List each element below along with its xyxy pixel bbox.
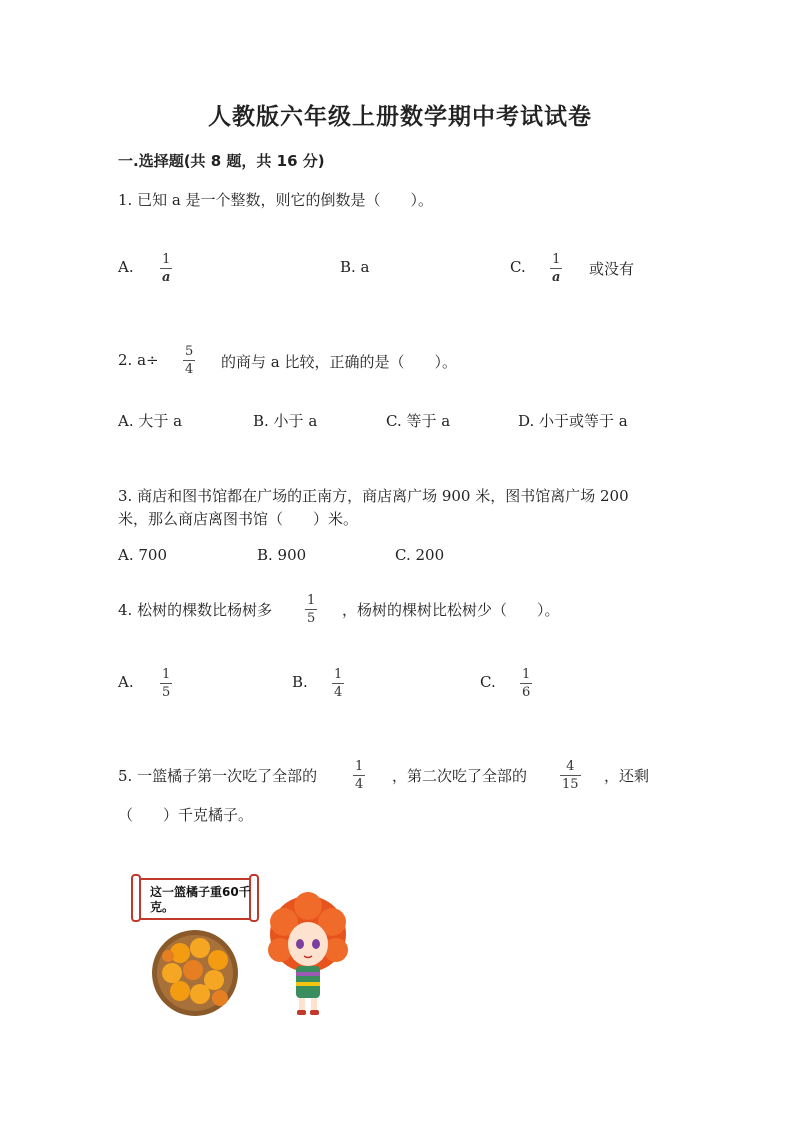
question-5-middle: ，第二次吃了全部的 — [392, 767, 528, 785]
question-3-line-1: 3. 商店和图书馆都在广场的正南方，商店离广场 900 米，图书馆离广场 200 — [118, 487, 629, 505]
q1-option-b: B. a — [340, 258, 370, 276]
fraction-numerator: 1 — [334, 667, 343, 682]
q2-option-a: A. 大于 a — [118, 412, 183, 430]
fraction-bar — [353, 775, 365, 776]
question-5-line-2: （ ）千克橘子。 — [118, 806, 254, 824]
fraction-numerator: 1 — [522, 667, 531, 682]
fraction-denominator: 5 — [162, 685, 171, 700]
scroll-banner-text: 这一篮橘子重60千克。 — [150, 885, 251, 914]
question-3-line-2: 米，那么商店离图书馆（ ）米。 — [118, 510, 359, 528]
q4-fraction — [305, 593, 317, 626]
q5-fraction-1 — [353, 759, 365, 792]
q2-fraction — [183, 344, 195, 377]
question-2-suffix: 的商与 a 比较，正确的是（ ）。 — [221, 353, 457, 371]
fraction-bar — [183, 360, 195, 361]
fraction-numerator: 1 — [355, 759, 364, 774]
fraction-denominator: a — [162, 270, 171, 285]
question-5-prefix: 5. 一篮橘子第一次吃了全部的 — [118, 767, 318, 785]
fraction-bar — [305, 609, 317, 610]
question-1-text: 1. 已知 a 是一个整数，则它的倒数是（ ）。 — [118, 191, 434, 209]
fraction-bar — [332, 683, 344, 684]
q2-option-d: D. 小于或等于 a — [518, 412, 628, 430]
fraction-numerator: 1 — [307, 593, 316, 608]
fraction-denominator: 15 — [562, 777, 579, 792]
question-2-prefix: 2. a÷ — [118, 351, 159, 369]
q3-option-b: B. 900 — [257, 546, 307, 564]
page-title: 人教版六年级上册数学期中考试试卷 — [208, 103, 592, 130]
fraction-bar — [160, 268, 172, 269]
q2-option-b: B. 小于 a — [253, 412, 318, 430]
fraction-numerator: 1 — [162, 252, 171, 267]
fraction-denominator: 4 — [185, 362, 194, 377]
q3-option-c: C. 200 — [395, 546, 445, 564]
fraction-bar — [560, 775, 581, 776]
section-heading: 一.选择题(共 8 题，共 16 分) — [118, 152, 325, 170]
fraction-denominator: a — [552, 270, 561, 285]
q1-option-c-fraction — [550, 252, 562, 285]
question-5-suffix: ，还剩 — [604, 767, 650, 785]
fraction-numerator: 4 — [566, 759, 575, 774]
q1-option-c-label: C. — [510, 258, 526, 276]
question-4-suffix: ，杨树的棵树比松树少（ ）。 — [342, 601, 560, 619]
q4-option-a-label: A. — [118, 673, 134, 691]
q3-option-a: A. 700 — [118, 546, 167, 564]
fraction-numerator: 1 — [552, 252, 561, 267]
q1-option-c-suffix: 或没有 — [589, 260, 635, 278]
q4-option-a-fraction — [160, 667, 172, 700]
q1-option-a-label: A. — [118, 258, 134, 276]
fraction-bar — [550, 268, 562, 269]
q2-option-c: C. 等于 a — [386, 412, 451, 430]
q4-option-c-label: C. — [480, 673, 496, 691]
fraction-denominator: 5 — [307, 611, 316, 626]
question-4-prefix: 4. 松树的棵数比杨树多 — [118, 601, 273, 619]
fraction-numerator: 1 — [162, 667, 171, 682]
cartoon-girl-illustration — [262, 892, 354, 1016]
fraction-denominator: 6 — [522, 685, 531, 700]
fraction-denominator: 4 — [334, 685, 343, 700]
q4-option-b-label: B. — [292, 673, 308, 691]
fraction-numerator: 5 — [185, 344, 194, 359]
q5-fraction-2 — [560, 759, 581, 792]
orange-basket-illustration — [150, 928, 240, 1018]
q4-option-b-fraction — [332, 667, 344, 700]
q1-option-a-fraction — [160, 252, 172, 285]
fraction-bar — [160, 683, 172, 684]
q4-option-c-fraction — [520, 667, 532, 700]
fraction-bar — [520, 683, 532, 684]
fraction-denominator: 4 — [355, 777, 364, 792]
